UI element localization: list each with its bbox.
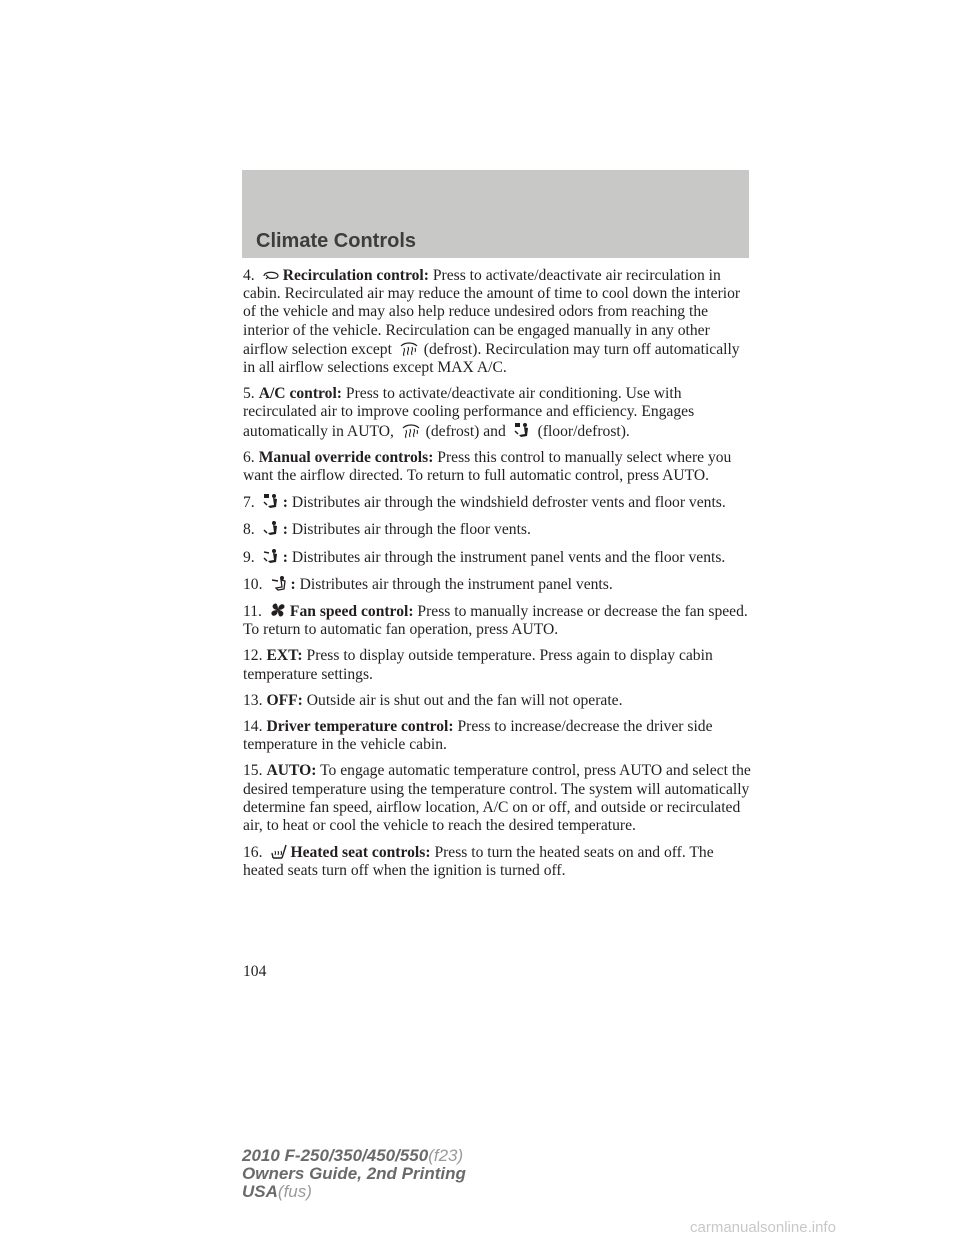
footer (242, 1147, 466, 1201)
item-label: : (282, 521, 288, 539)
item-number: 14. (243, 718, 263, 736)
item-label: Heated seat controls: (290, 844, 431, 862)
item-text: Press to activate/deactivate air recirculation in cabin. Recirculated air may reduce the amount of time to cool down the interior of the vehicle and may also help reduce undesired odors from reaching the interior of the vehicle. Recirculation can be engaged manually in any other airflow selection except (243, 267, 741, 358)
footer-market-code: (fus) (277, 1182, 312, 1201)
item-number: 10. (243, 575, 263, 593)
defrost-icon (401, 422, 419, 439)
floor-defrost-icon (513, 422, 531, 439)
item-text: Press to turn the heated seats on and off. The heated seats turn off when the ignition is turned off. (243, 844, 714, 880)
item-text: Distributes air through the instrument panel vents. (299, 575, 613, 593)
footer-line-1 (242, 1147, 466, 1165)
list-item-9 (243, 548, 753, 567)
section-title: Climate Controls (256, 230, 417, 252)
item-label: Fan speed control: (289, 603, 414, 621)
item-label: : (282, 494, 288, 512)
item-number: 8. (243, 521, 255, 539)
item-text: To engage automatic temperature control, press AUTO and select the desired temperature using the temperature control. The system will automatically determine fan speed, airflow location, A/C on or off, and outside or recirculated air, to heat or cool the vehicle to reach the desired temperature. (243, 762, 751, 835)
defrost-icon (399, 340, 417, 357)
floor-vent-icon (262, 520, 280, 537)
item-text: Press to activate/deactivate air conditioning. Use with recirculated air to improve cooling performance and efficiency. Engages automatically in AUTO, (243, 385, 695, 440)
floor-defrost-icon (262, 493, 280, 510)
item-label: AUTO: (266, 762, 317, 780)
item-text: Press to display outside temperature. Press again to display cabin temperature settings. (243, 647, 713, 683)
item-number: 9. (243, 548, 255, 566)
item-label: Driver temperature control: (266, 718, 454, 736)
panel-vent-icon (270, 575, 288, 592)
item-label: Recirculation control: (282, 267, 429, 284)
list-item-4 (243, 266, 753, 377)
item-label: : (290, 575, 296, 593)
item-number: 4. (243, 267, 255, 284)
item-number: 13. (243, 691, 263, 709)
panel-floor-vent-icon (262, 548, 280, 565)
item-text: Press this control to manually select where you want the airflow directed. To return to full automatic control, press AUTO. (243, 448, 732, 485)
item-text: (floor/defrost). (537, 422, 630, 440)
item-text: Press to manually increase or decrease the fan speed. To return to automatic fan operation, press AUTO. (243, 603, 748, 639)
item-number: 12. (243, 647, 263, 665)
list-item-14 (243, 718, 753, 754)
content (243, 266, 753, 889)
item-label: EXT: (266, 647, 303, 665)
item-text: Outside air is shut out and the fan will not operate. (306, 691, 623, 709)
item-number: 7. (243, 494, 255, 512)
list-item-12 (243, 647, 753, 683)
item-text: (defrost). Recirculation may turn off automatically in all airflow selections except MAX A/C. (243, 340, 740, 377)
item-text: Distributes air through the floor vents. (291, 521, 531, 539)
list-item-15 (243, 762, 753, 835)
item-number: 6. (243, 448, 255, 466)
footer-line-2: Owners Guide, 2nd Printing (242, 1164, 466, 1183)
item-number: 5. (243, 385, 255, 403)
item-text: (defrost) and (425, 422, 506, 440)
list-item-8 (243, 520, 753, 539)
item-label: Manual override controls: (258, 448, 434, 466)
fan-icon (269, 602, 287, 619)
list-item-13 (243, 692, 753, 710)
page-number: 104 (243, 963, 267, 980)
item-text: Press to increase/decrease the driver side temperature in the vehicle cabin. (243, 718, 713, 754)
footer-market: USA (242, 1182, 278, 1201)
item-number: 16. (243, 844, 263, 862)
item-number: 11. (243, 603, 262, 621)
footer-line-3 (242, 1183, 466, 1201)
list-item-6 (243, 449, 753, 485)
item-label: : (282, 548, 288, 566)
list-item-11 (243, 602, 753, 639)
footer-model-code: (f23) (428, 1146, 464, 1165)
list-item-16 (243, 843, 753, 880)
item-label: OFF: (266, 691, 303, 709)
item-text: Distributes air through the windshield defroster vents and floor vents. (291, 494, 726, 512)
item-label: A/C control: (258, 385, 343, 403)
item-text: Distributes air through the instrument panel vents and the floor vents. (291, 548, 726, 566)
heated-seat-icon (270, 843, 288, 860)
list-item-7 (243, 493, 753, 512)
list-item-10 (243, 575, 753, 594)
recirculation-icon (262, 266, 280, 283)
item-number: 15. (243, 762, 263, 780)
list-item-5 (243, 385, 753, 441)
footer-model: 2010 F-250/350/450/550 (242, 1146, 429, 1165)
watermark: carmanualsonline.info (690, 1219, 836, 1236)
